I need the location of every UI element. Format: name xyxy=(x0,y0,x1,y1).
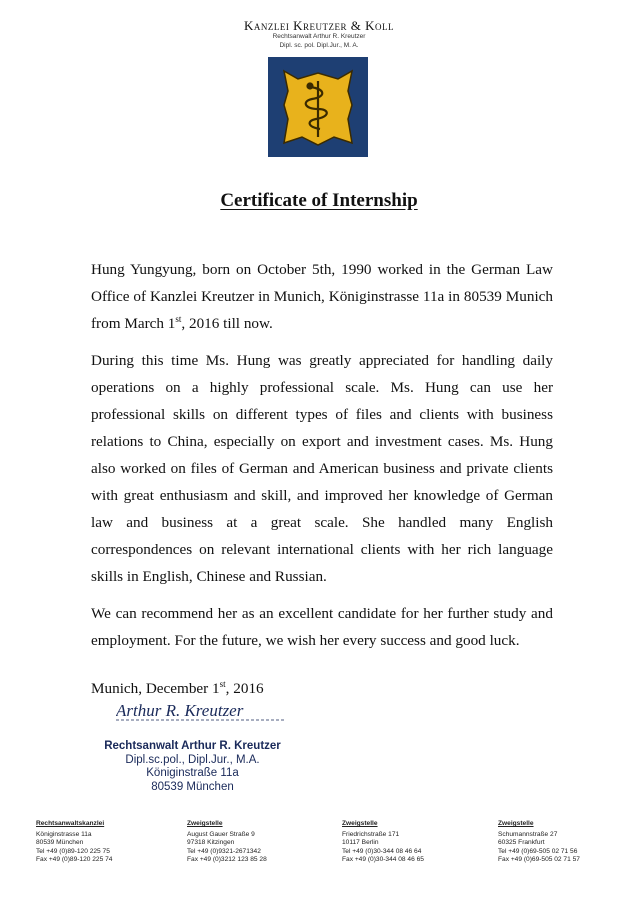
footer-line: Fax +49 (0)89-120 225 74 xyxy=(36,856,113,864)
footer-line: Tel +49 (0)89-120 225 75 xyxy=(36,847,110,855)
footer-line: Fax +49 (0)3212 123 85 28 xyxy=(187,856,267,864)
footer-line: 80539 München xyxy=(36,839,84,847)
handwritten-signature xyxy=(116,700,296,724)
footer-line: 10117 Berlin xyxy=(342,839,379,847)
footer-line: August Gauer Straße 9 xyxy=(187,830,255,838)
certificate-body xyxy=(91,256,553,664)
footer-line: Königinstrasse 11a xyxy=(36,830,92,838)
svg-text:Arthur R. Kreutzer: Arthur R. Kreutzer xyxy=(116,701,244,720)
firm-logo xyxy=(268,57,368,157)
paragraph-performance: During this time Ms. Hung was greatly appreciated for handling daily operations on a highly professional scale. Ms. Hung can use her professional skills on different types of files and clients with business relations to China, especially on export and investment cases. Ms. Hung also worked on files of German and American business and private clients with great enthusiasm and skill, and improved her knowledge of German law and business at a great scale. She handled many English correspondences on relevant international clients with her rich language skills in English, Chinese and Russian. xyxy=(91,352,553,585)
footer-line: Fax +49 (0)30-344 08 46 65 xyxy=(342,856,424,864)
footer-heading: Rechtsanwaltskanzlei xyxy=(36,820,105,827)
footer-line: Fax +49 (0)69-505 02 71 57 xyxy=(498,856,580,864)
footer-heading: Zweigstelle xyxy=(187,820,223,827)
footer-line: Tel +49 (0)30-344 08 46 64 xyxy=(342,847,422,855)
footer-heading: Zweigstelle xyxy=(498,820,534,827)
place-and-date: Munich, December 1st, 2016 xyxy=(91,678,264,697)
paragraph-recommendation: We can recommend her as an excellent candidate for her further study and employment. For the future, we wish her every success and good luck. xyxy=(91,605,553,649)
footer-line: Tel +49 (0)69-505 02 71 56 xyxy=(498,847,578,855)
letterhead-firm-name: Kanzlei Kreutzer & Koll xyxy=(243,18,394,33)
signature-stamp xyxy=(90,740,295,794)
footer-office-kitzingen xyxy=(187,820,317,865)
stamp-city: 80539 München xyxy=(151,780,234,793)
document-title: Certificate of Internship xyxy=(220,190,418,211)
stamp-degrees: Dipl.sc.pol., Dipl.Jur., M.A. xyxy=(125,753,260,766)
footer-line: Friedrichstraße 171 xyxy=(342,830,400,838)
footer-office-munich xyxy=(36,820,166,865)
footer-office-frankfurt xyxy=(498,820,628,865)
stamp-street: Königinstraße 11a xyxy=(146,767,239,779)
stamp-name: Rechtsanwalt Arthur R. Kreutzer xyxy=(104,740,281,752)
footer-line: Tel +49 (0)9321-2671342 xyxy=(187,847,261,855)
letterhead-lawyer-name: Rechtsanwalt Arthur R. Kreutzer xyxy=(272,33,366,40)
footer-line: 97318 Kitzingen xyxy=(187,839,235,847)
paragraph-intro: Hung Yungyung, born on October 5th, 1990 worked in the German Law Office of Kanzlei Kreutzer in Munich, Königinstrasse 11a in 80539 Munich from March 1st, 2016 till now. xyxy=(91,261,553,332)
footer-office-berlin xyxy=(342,820,472,865)
footer-heading: Zweigstelle xyxy=(342,820,378,827)
footer-line: Schumannstraße 27 xyxy=(498,830,558,838)
letterhead-degrees: Dipl. sc. pol. Dipl.Jur., M. A. xyxy=(279,42,359,49)
footer-line: 60325 Frankfurt xyxy=(498,839,545,847)
